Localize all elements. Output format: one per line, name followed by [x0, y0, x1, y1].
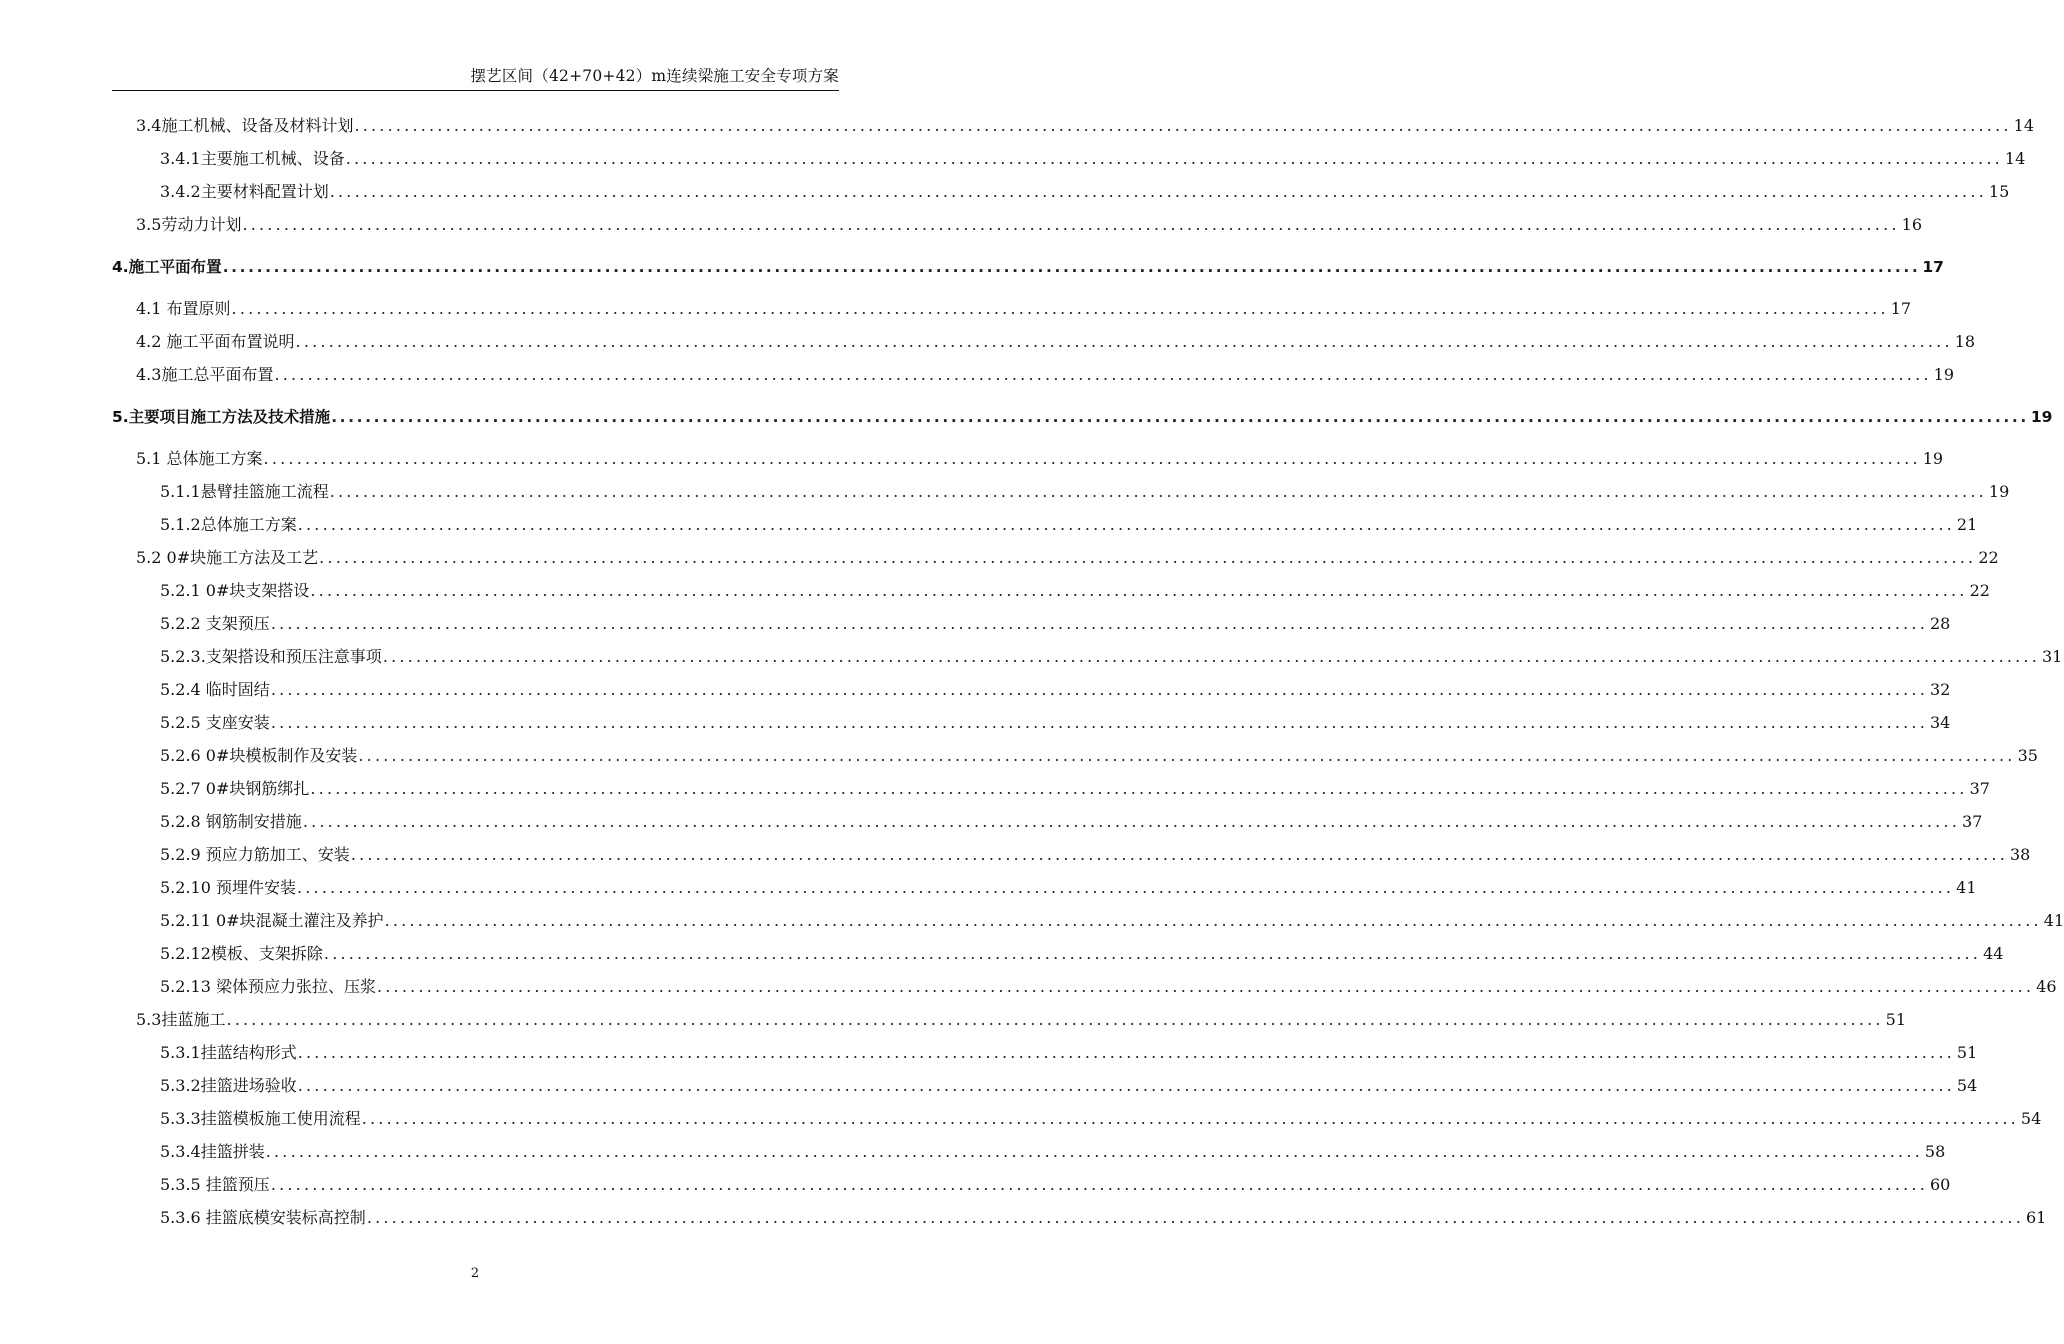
- toc-entry-label: 3.4.2主要材料配置计划: [160, 182, 329, 201]
- toc-entry-label: 5.3挂蓝施工: [136, 1010, 226, 1029]
- toc-entry-page: 35: [2017, 746, 2038, 765]
- toc-entry-label: 5.2.12模板、支架拆除: [160, 944, 323, 963]
- toc-entry-label: 4.施工平面布置: [112, 258, 222, 276]
- toc-entry-label: 5.2.6 0#块模板制作及安装: [160, 746, 358, 765]
- toc-dot-leader: ........................................................................................................................................................................................................: [319, 548, 1977, 567]
- toc-dot-leader: ........................................................................................................................................................................................................: [350, 845, 2008, 864]
- toc-dot-leader: ........................................................................................................................................................................................................: [302, 812, 1960, 831]
- toc-entry[interactable]: [160, 1041, 1978, 1065]
- toc-dot-leader: ........................................................................................................................................................................................................: [354, 116, 2012, 135]
- toc-entry[interactable]: [160, 579, 1990, 603]
- toc-dot-leader: ........................................................................................................................................................................................................: [270, 713, 1928, 732]
- toc-entry-page: 60: [1930, 1175, 1951, 1194]
- toc-entry-page: 19: [1922, 449, 1944, 468]
- toc-entry-label: 5.2.3.支架搭设和预压注意事项: [160, 647, 382, 666]
- toc-entry[interactable]: [160, 1206, 2047, 1230]
- toc-dot-leader: ........................................................................................................................................................................................................: [242, 215, 1900, 234]
- toc-entry-page: 14: [2004, 149, 2026, 168]
- toc-entry-label: 5.2.4 临时固结: [160, 680, 270, 699]
- toc-dot-leader: ........................................................................................................................................................................................................: [295, 332, 1953, 351]
- toc-entry[interactable]: [160, 480, 2010, 504]
- toc-entry-label: 3.5劳动力计划: [136, 215, 242, 234]
- toc-entry[interactable]: [136, 330, 1976, 354]
- toc-entry[interactable]: [160, 612, 1951, 636]
- toc-entry-page: 19: [1933, 365, 1954, 384]
- toc-entry-label: 3.4施工机械、设备及材料计划: [136, 116, 354, 135]
- toc-entry-label: 5.3.4挂篮拼装: [160, 1142, 265, 1161]
- toc-entry-page: 32: [1930, 680, 1951, 699]
- toc-entry[interactable]: [112, 405, 2053, 429]
- toc-entry-page: 17: [1890, 299, 1912, 318]
- toc-entry-page: 37: [1969, 779, 1990, 798]
- toc-entry[interactable]: [160, 810, 1983, 834]
- toc-entry-label: 5.2 0#块施工方法及工艺: [136, 548, 319, 567]
- toc-entry[interactable]: [160, 1140, 1946, 1164]
- toc-entry-page: 46: [2036, 977, 2057, 996]
- toc-entry-label: 5.3.2挂篮进场验收: [160, 1076, 297, 1095]
- toc-dot-leader: ........................................................................................................................................................................................................: [329, 182, 1987, 201]
- toc-entry-page: 38: [2010, 845, 2031, 864]
- toc-entry-label: 4.1 布置原则: [136, 299, 231, 318]
- toc-entry[interactable]: [136, 213, 1922, 237]
- toc-dot-leader: ........................................................................................................................................................................................................: [376, 977, 2035, 996]
- toc-dot-leader: ........................................................................................................................................................................................................: [310, 779, 1968, 798]
- toc-dot-leader: ........................................................................................................................................................................................................: [331, 408, 2029, 426]
- toc-entry[interactable]: [160, 513, 1978, 537]
- toc-entry[interactable]: [160, 1074, 1978, 1098]
- toc-entry[interactable]: [160, 645, 2063, 669]
- toc-entry-page: 17: [1922, 258, 1944, 276]
- toc-entry-page: 34: [1930, 713, 1951, 732]
- toc-entry[interactable]: [160, 678, 1951, 702]
- toc-entry[interactable]: [160, 909, 2064, 933]
- header-title: 摆艺区间（42+70+42）m连续梁施工安全专项方案: [470, 67, 839, 85]
- toc-dot-leader: ........................................................................................................................................................................................................: [270, 680, 1928, 699]
- toc-entry[interactable]: [160, 147, 2026, 171]
- toc-dot-leader: ........................................................................................................................................................................................................: [361, 1109, 2019, 1128]
- toc-entry-label: 4.2 施工平面布置说明: [136, 332, 295, 351]
- toc-entry-page: 16: [1901, 215, 1922, 234]
- toc-entry-page: 54: [1956, 1076, 1978, 1095]
- toc-entry[interactable]: [136, 1008, 1906, 1032]
- toc-dot-leader: ........................................................................................................................................................................................................: [382, 647, 2040, 666]
- toc-entry[interactable]: [160, 975, 2057, 999]
- toc-entry-page: 14: [2013, 116, 2034, 135]
- toc-entry-label: 5.3.3挂篮模板施工使用流程: [160, 1109, 361, 1128]
- toc-entry-page: 37: [1962, 812, 1983, 831]
- page-number: 2: [470, 1266, 480, 1281]
- toc-entry[interactable]: [160, 777, 1990, 801]
- toc-entry-label: 4.3施工总平面布置: [136, 365, 274, 384]
- toc-entry[interactable]: [136, 363, 1954, 387]
- toc-dot-leader: ........................................................................................................................................................................................................: [384, 911, 2042, 930]
- toc-entry-label: 5.2.1 0#块支架搭设: [160, 581, 310, 600]
- toc-dot-leader: ........................................................................................................................................................................................................: [345, 149, 2003, 168]
- toc-entry-label: 5.2.2 支架预压: [160, 614, 270, 633]
- toc-entry-page: 31: [2042, 647, 2063, 666]
- toc-dot-leader: ........................................................................................................................................................................................................: [310, 581, 1968, 600]
- toc-entry-label: 5.2.5 支座安装: [160, 713, 270, 732]
- toc-entry-page: 22: [1978, 548, 1999, 567]
- toc-entry-label: 5.3.5 挂篮预压: [160, 1175, 270, 1194]
- toc-entry-label: 5.2.8 钢筋制安措施: [160, 812, 302, 831]
- toc-entry[interactable]: [160, 711, 1951, 735]
- toc-dot-leader: ........................................................................................................................................................................................................: [297, 515, 1955, 534]
- toc-entry-page: 54: [2020, 1109, 2042, 1128]
- toc-entry-page: 58: [1924, 1142, 1946, 1161]
- toc-entry-label: 5.1 总体施工方案: [136, 449, 263, 468]
- toc-dot-leader: ........................................................................................................................................................................................................: [265, 1142, 1923, 1161]
- toc-entry[interactable]: [160, 942, 2004, 966]
- toc-entry-label: 5.2.9 预应力筋加工、安装: [160, 845, 350, 864]
- toc-entry-label: 5.2.7 0#块钢筋绑扎: [160, 779, 310, 798]
- toc-dot-leader: ........................................................................................................................................................................................................: [226, 1010, 1884, 1029]
- toc-dot-leader: ........................................................................................................................................................................................................: [274, 365, 1932, 384]
- toc-entry-label: 5.3.1挂蓝结构形式: [160, 1043, 297, 1062]
- toc-dot-leader: ........................................................................................................................................................................................................: [263, 449, 1921, 468]
- toc-dot-leader: ........................................................................................................................................................................................................: [297, 1043, 1955, 1062]
- toc-entry-label: 5.2.13 梁体预应力张拉、压浆: [160, 977, 376, 996]
- toc-entry[interactable]: [112, 255, 1944, 279]
- toc-entry[interactable]: [160, 180, 2010, 204]
- toc-entry[interactable]: [136, 546, 1999, 570]
- page-header: [112, 66, 839, 91]
- toc-dot-leader: ........................................................................................................................................................................................................: [358, 746, 2016, 765]
- toc-entry-page: 18: [1954, 332, 1976, 351]
- toc-dot-leader: ........................................................................................................................................................................................................: [297, 1076, 1955, 1095]
- toc-entry-label: 5.1.1悬臂挂篮施工流程: [160, 482, 329, 501]
- toc-entry-page: 44: [1983, 944, 2004, 963]
- toc-entry-page: 19: [1988, 482, 2010, 501]
- toc-entry-page: 61: [2026, 1208, 2047, 1227]
- toc-entry-label: 5.3.6 挂篮底模安装标高控制: [160, 1208, 366, 1227]
- toc-entry[interactable]: [160, 1107, 2042, 1131]
- toc-entry-label: 5.2.11 0#块混凝土灌注及养护: [160, 911, 384, 930]
- toc-entry-label: 5.2.10 预埋件安装: [160, 878, 296, 897]
- toc-dot-leader: ........................................................................................................................................................................................................: [323, 944, 1982, 963]
- toc-dot-leader: ........................................................................................................................................................................................................: [222, 258, 1921, 276]
- toc-entry-page: 51: [1885, 1010, 1906, 1029]
- toc-entry-label: 3.4.1主要施工机械、设备: [160, 149, 345, 168]
- toc-dot-leader: ........................................................................................................................................................................................................: [296, 878, 1955, 897]
- toc-entry[interactable]: [160, 843, 2031, 867]
- toc-entry[interactable]: [160, 744, 2038, 768]
- toc-entry[interactable]: [136, 114, 2034, 138]
- toc-entry-page: 21: [1956, 515, 1978, 534]
- toc-dot-leader: ........................................................................................................................................................................................................: [231, 299, 1889, 318]
- toc-entry-label: 5.主要项目施工方法及技术措施: [112, 408, 331, 426]
- toc-entry-page: 51: [1956, 1043, 1978, 1062]
- toc-entry[interactable]: [160, 1173, 1951, 1197]
- toc-entry-page: 28: [1930, 614, 1951, 633]
- toc-entry[interactable]: [160, 876, 1977, 900]
- toc-dot-leader: ........................................................................................................................................................................................................: [329, 482, 1987, 501]
- toc-entry-page: 41: [2043, 911, 2064, 930]
- toc-entry-page: 22: [1969, 581, 1990, 600]
- toc-entry[interactable]: [136, 447, 1944, 471]
- toc-entry-page: 41: [1956, 878, 1977, 897]
- toc-entry-page: 15: [1988, 182, 2010, 201]
- toc-entry-label: 5.1.2总体施工方案: [160, 515, 297, 534]
- toc-dot-leader: ........................................................................................................................................................................................................: [366, 1208, 2024, 1227]
- toc-entry-page: 19: [2030, 408, 2053, 426]
- toc-entry[interactable]: [136, 297, 1912, 321]
- toc-dot-leader: ........................................................................................................................................................................................................: [270, 614, 1928, 633]
- toc-dot-leader: ........................................................................................................................................................................................................: [270, 1175, 1928, 1194]
